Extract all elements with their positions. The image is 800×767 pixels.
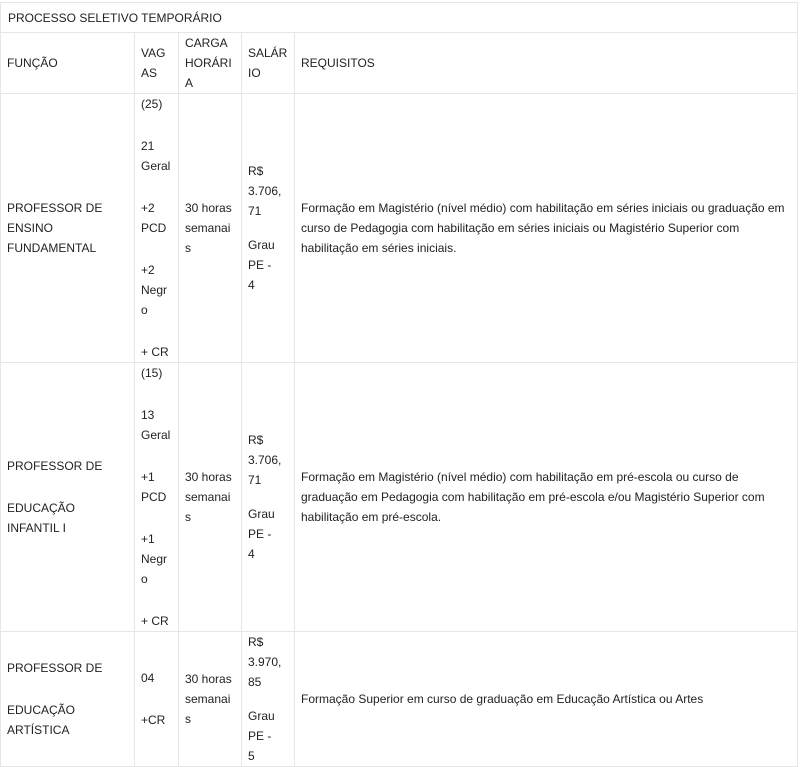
header-carga xyxy=(179,33,242,94)
cell-requisitos: Formação Superior em curso de graduação em Educação Artística ou Artes xyxy=(295,632,798,767)
salario-line: 4 xyxy=(248,278,255,292)
table-title: PROCESSO SELETIVO TEMPORÁRIO xyxy=(1,3,798,33)
funcao-line: EDUCAÇÃO ARTÍSTICA xyxy=(7,703,76,737)
header-carga-line2: HORÁRIA xyxy=(185,56,232,90)
funcao-line: EDUCAÇÃO INFANTIL I xyxy=(7,501,76,535)
cell-vagas xyxy=(135,363,179,632)
vagas-line: Negro xyxy=(141,283,168,317)
carga-line: semanais xyxy=(185,490,231,524)
cell-vagas xyxy=(135,94,179,363)
header-carga-line1: CARGA xyxy=(185,36,228,50)
header-vagas: VAGAS xyxy=(135,33,179,94)
vagas-line: +CR xyxy=(141,713,166,727)
cell-requisitos: Formação em Magistério (nível médio) com habilitação em pré-escola ou curso de graduação em Pedagogia com habilitação em pré-escola e/ou Magistério Superior com habilitação em pré-escola. xyxy=(295,363,798,632)
cell-salario xyxy=(242,94,295,363)
salario-line: Grau PE - xyxy=(248,709,275,743)
cell-funcao xyxy=(1,94,135,363)
vagas-line: 21 Geral xyxy=(141,139,171,173)
cell-requisitos: Formação em Magistério (nível médio) com habilitação em séries iniciais ou graduação em curso de Pedagogia com habilitação em séries iniciais ou Magistério Superior com habilitação em séries iniciais. xyxy=(295,94,798,363)
selection-table xyxy=(0,2,798,767)
vagas-line: + CR xyxy=(141,345,169,359)
salario-line: 4 xyxy=(248,547,255,561)
vagas-line: +1 xyxy=(141,532,155,546)
cell-carga xyxy=(179,94,242,363)
vagas-line: 04 xyxy=(141,671,155,685)
vagas-line: Negro xyxy=(141,552,168,586)
header-row xyxy=(1,33,798,94)
cell-carga xyxy=(179,363,242,632)
funcao-line: PROFESSOR DE xyxy=(7,459,103,473)
header-requisitos: REQUISITOS xyxy=(295,33,798,94)
cell-salario xyxy=(242,632,295,767)
funcao-line: PROFESSOR DE xyxy=(7,201,103,215)
salario-line: R$ xyxy=(248,635,264,649)
salario-line: 3.706,71 xyxy=(248,184,282,218)
carga-line: semanais xyxy=(185,692,231,726)
cell-salario xyxy=(242,363,295,632)
cell-funcao xyxy=(1,363,135,632)
cell-funcao xyxy=(1,632,135,767)
cell-vagas xyxy=(135,632,179,767)
table-row xyxy=(1,94,798,363)
table-row xyxy=(1,363,798,632)
table-row xyxy=(1,632,798,767)
salario-line: Grau PE - xyxy=(248,507,275,541)
funcao-line: FUNDAMENTAL xyxy=(7,241,97,255)
vagas-line: +1 PCD xyxy=(141,470,167,504)
salario-line: R$ xyxy=(248,433,264,447)
salario-line: R$ xyxy=(248,164,264,178)
carga-line: semanais xyxy=(185,221,231,255)
carga-line: 30 horas xyxy=(185,201,232,215)
vagas-line: +2 PCD xyxy=(141,201,167,235)
salario-line: 3.706,71 xyxy=(248,453,282,487)
cell-carga xyxy=(179,632,242,767)
salario-line: Grau PE - xyxy=(248,238,275,272)
vagas-line: (25) xyxy=(141,97,163,111)
vagas-line: +2 xyxy=(141,263,155,277)
funcao-line: PROFESSOR DE xyxy=(7,661,103,675)
header-salario: SALÁRIO xyxy=(242,33,295,94)
header-funcao: FUNÇÃO xyxy=(1,33,135,94)
salario-line: 3.970,85 xyxy=(248,655,282,689)
vagas-line: (15) xyxy=(141,366,163,380)
carga-line: 30 horas xyxy=(185,470,232,484)
funcao-line: ENSINO xyxy=(7,221,54,235)
salario-line: 5 xyxy=(248,749,255,763)
vagas-line: + CR xyxy=(141,614,169,628)
title-row xyxy=(1,3,798,33)
vagas-line: 13 Geral xyxy=(141,408,171,442)
carga-line: 30 horas xyxy=(185,672,232,686)
